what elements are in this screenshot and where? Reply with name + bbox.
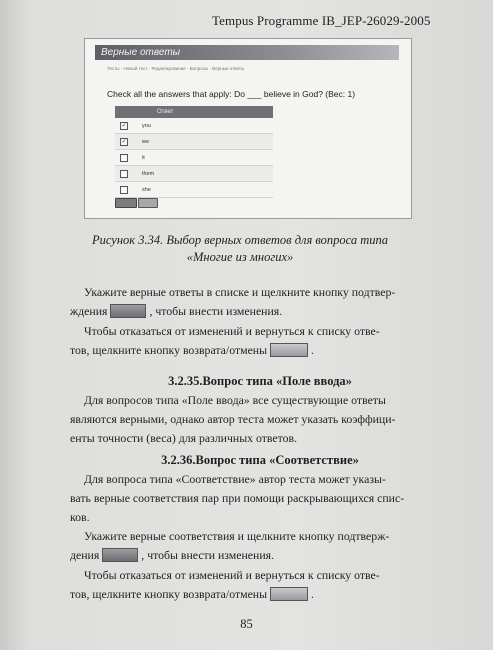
figure-caption: [60, 232, 420, 266]
answer-row: [115, 134, 273, 150]
answer-checkbox[interactable]: ✓: [121, 138, 127, 145]
text-line: ждения: [70, 304, 108, 318]
paragraph-matching: [70, 470, 468, 527]
cancel-button-icon: [270, 587, 308, 601]
paragraph-cancel: [70, 322, 468, 360]
question-text: Check all the answers that apply: Do ___ believe in God? (Вес: 1): [107, 89, 356, 99]
paragraph-input-field: [70, 391, 468, 448]
cancel-button[interactable]: [138, 198, 158, 208]
text-line: Укажите верные соответствия и щелкните кнопку подтверж-: [84, 529, 390, 543]
breadcrumb: Тесты · Новый тест · Редактирование · Вопросы · Верные ответы: [107, 66, 245, 71]
text-line: .: [311, 343, 314, 357]
figure-screenshot: [84, 38, 412, 219]
caption-line-2: «Многие из многих»: [186, 250, 294, 264]
text-line: тов, щелкните кнопку возврата/отмены: [70, 343, 268, 357]
answer-row: [115, 118, 273, 134]
answer-row: [115, 182, 273, 198]
answer-label: it: [142, 154, 145, 161]
section-heading: 3.2.35.Вопрос типа «Поле ввода»: [168, 374, 352, 388]
text-line: Для вопроса типа «Соответствие» автор теста может указы-: [84, 472, 386, 486]
answer-label: you: [142, 122, 151, 129]
window-title: Верные ответы: [95, 45, 399, 60]
text-line: вать верные соответствия пар при помощи раскрывающихся спис-: [70, 491, 405, 505]
text-line: , чтобы внести изменения.: [149, 304, 283, 318]
caption-line-1: Рисунок 3.34. Выбор верных ответов для вопроса типа: [91, 233, 389, 247]
answers-table: [115, 106, 273, 198]
confirm-button[interactable]: [115, 198, 137, 208]
cancel-button-icon: [270, 343, 308, 357]
answer-checkbox[interactable]: ✓: [121, 122, 127, 129]
answer-row: [115, 150, 273, 166]
answers-table-header: Ответ: [115, 106, 273, 118]
answer-label: we: [142, 138, 150, 145]
paragraph-confirm-answers: [70, 283, 468, 321]
answer-label: them: [142, 170, 155, 177]
answer-row: [115, 166, 273, 182]
running-header: Tempus Programme IB_JEP-26029-2005: [212, 13, 431, 28]
answer-checkbox[interactable]: [120, 170, 128, 178]
page-number: 85: [240, 617, 253, 631]
text-line: Чтобы отказаться от изменений и вернуться к списку отве-: [84, 568, 380, 582]
text-line: тов, щелкните кнопку возврата/отмены: [70, 587, 268, 601]
confirm-button-icon: [110, 304, 146, 318]
text-line: являются верными, однако автор теста может указать коэффици-: [70, 412, 396, 426]
text-line: Чтобы отказаться от изменений и вернуться к списку отве-: [84, 324, 380, 338]
text-line: .: [311, 587, 314, 601]
text-line: Для вопросов типа «Поле ввода» все существующие ответы: [84, 393, 386, 407]
text-line: , чтобы внести изменения.: [141, 548, 275, 562]
text-line: дения: [70, 548, 100, 562]
text-line: Укажите верные ответы в списке и щелкните кнопку подтвер-: [84, 285, 396, 299]
paragraph-cancel-matching: [70, 566, 468, 604]
section-heading: 3.2.36.Вопрос типа «Соответствие»: [161, 453, 359, 467]
paragraph-confirm-matching: [70, 527, 468, 565]
answer-checkbox[interactable]: [120, 154, 128, 162]
answer-label: she: [142, 186, 151, 193]
text-line: ков.: [70, 510, 90, 524]
text-line: енты точности (веса) для различных ответов.: [70, 431, 298, 445]
confirm-button-icon: [102, 548, 138, 562]
answer-checkbox[interactable]: [120, 186, 128, 194]
